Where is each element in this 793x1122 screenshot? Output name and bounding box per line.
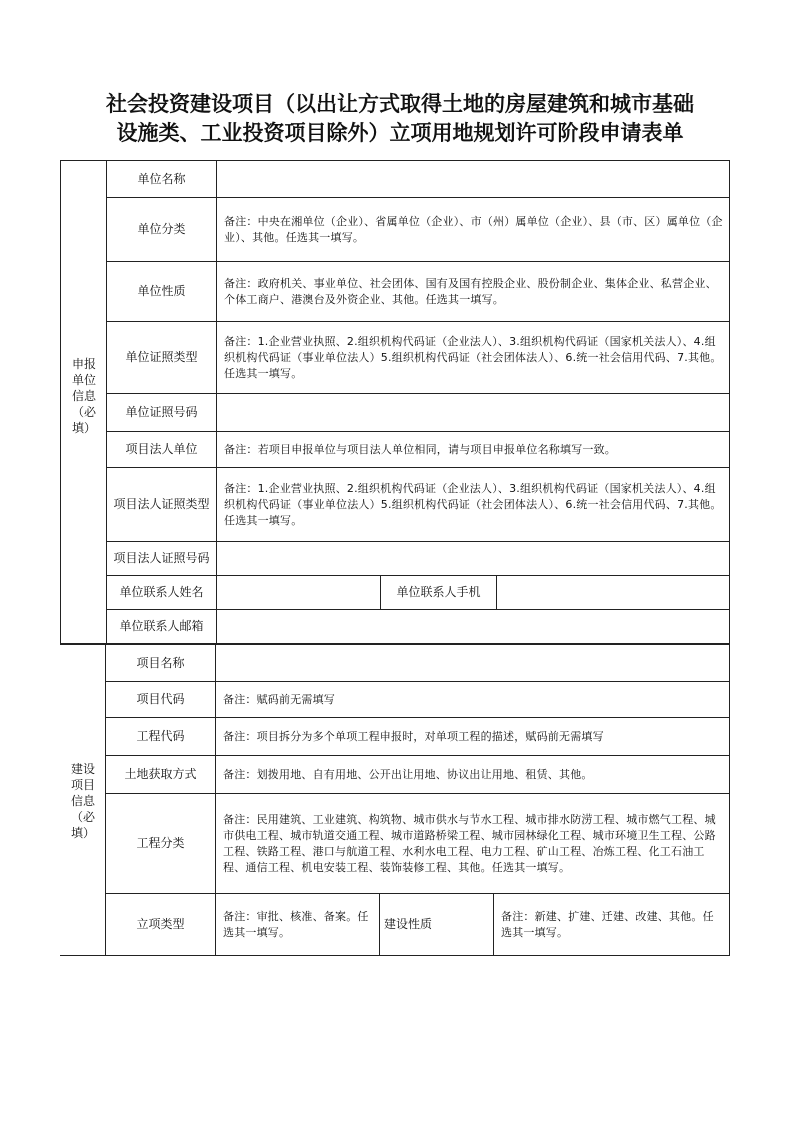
legal-cert-type-field[interactable]: [216, 467, 730, 541]
legal-cert-number-field[interactable]: [216, 541, 730, 575]
unit-category-label: 单位分类: [106, 197, 216, 261]
contact-name-label: 单位联系人姓名: [106, 575, 216, 609]
approval-type-field[interactable]: [215, 893, 379, 955]
engineering-code-field[interactable]: [215, 717, 729, 755]
cert-type-field[interactable]: [216, 321, 730, 393]
cert-number-label: 单位证照号码: [106, 393, 216, 431]
project-code-label: 项目代码: [105, 681, 215, 717]
unit-category-field[interactable]: [216, 197, 730, 261]
contact-name-field[interactable]: [216, 575, 380, 609]
legal-unit-field[interactable]: [216, 431, 730, 467]
contact-email-field[interactable]: [216, 609, 730, 643]
engineering-code-note: 备注：项目拆分为多个单项工程申报时，对单项工程的描述，赋码前无需填写: [223, 729, 604, 743]
unit-category-note: 备注：中央在湘单位（企业）、省属单位（企业）、市（州）属单位（企业）、县（市、区）属单位（企业）、其他。任选其一填写。: [224, 214, 723, 244]
approval-type-label: 立项类型: [105, 893, 215, 955]
legal-unit-label: 项目法人单位: [106, 431, 216, 467]
contact-phone-field[interactable]: [496, 575, 730, 609]
unit-nature-label: 单位性质: [106, 261, 216, 321]
applicant-info-section: [60, 160, 730, 644]
legal-cert-type-label: 项目法人证照类型: [106, 467, 216, 541]
project-name-field[interactable]: [215, 645, 729, 681]
cert-number-field[interactable]: [216, 393, 730, 431]
cert-type-note: 备注：1.企业营业执照、2.组织机构代码证（企业法人）、3.组织机构代码证（国家机关法人）、4.组织机构代码证（事业单位法人）5.组织机构代码证（社会团体法人）、6.统一社会信用代码、7.其他。任选其一填写。: [224, 334, 722, 380]
form-title-line-1: 社会投资建设项目（以出让方式取得土地的房屋建筑和城市基础: [106, 92, 694, 116]
approval-type-note: 备注：审批、核准、备案。任选其一填写。: [223, 909, 369, 939]
legal-cert-type-note: 备注：1.企业营业执照、2.组织机构代码证（企业法人）、3.组织机构代码证（国家机关法人）、4.组织机构代码证（事业单位法人）5.组织机构代码证（社会团体法人）、6.统一社会信用代码、7.其他。任选其一填写。: [224, 481, 722, 527]
applicant-info-side-label: 申报单位信息（必填）: [71, 357, 96, 435]
project-code-field[interactable]: [215, 681, 729, 717]
land-method-field[interactable]: [215, 755, 729, 793]
legal-cert-number-label: 项目法人证照号码: [106, 541, 216, 575]
project-info-section: [60, 644, 730, 956]
cert-type-label: 单位证照类型: [106, 321, 216, 393]
construction-nature-note: 备注：新建、扩建、迁建、改建、其他。任选其一填写。: [501, 909, 714, 939]
engineering-category-label: 工程分类: [105, 793, 215, 893]
project-code-note: 备注：赋码前无需填写: [223, 692, 335, 706]
land-method-note: 备注：划拨用地、自有用地、公开出让用地、协议出让用地、租赁、其他。: [223, 767, 593, 781]
contact-email-label: 单位联系人邮箱: [106, 609, 216, 643]
unit-nature-note: 备注：政府机关、事业单位、社会团体、国有及国有控股企业、股份制企业、集体企业、私营企业、个体工商户、港澳台及外资企业、其他。任选其一填写。: [224, 276, 717, 306]
engineering-category-field[interactable]: [215, 793, 729, 893]
construction-nature-field[interactable]: [493, 893, 729, 955]
construction-nature-label: 建设性质: [379, 893, 493, 955]
engineering-code-label: 工程代码: [105, 717, 215, 755]
legal-unit-note: 备注：若项目申报单位与项目法人单位相同，请与项目申报单位名称填写一致。: [224, 442, 616, 456]
engineering-category-note: 备注：民用建筑、工业建筑、构筑物、城市供水与节水工程、城市排水防涝工程、城市燃气工程、城市供电工程、城市轨道交通工程、城市道路桥梁工程、城市园林绿化工程、城市环境卫生工程、公路工程、铁路工程、港口与航道工程、水利水电工程、电力工程、矿山工程、冶炼工程、化工石油工程、通信工程、机电安装工程、装饰装修工程、其他。任选其一填写。: [223, 812, 716, 874]
contact-phone-label: 单位联系人手机: [380, 575, 496, 609]
unit-name-label: 单位名称: [106, 161, 216, 197]
land-method-label: 土地获取方式: [105, 755, 215, 793]
project-name-label: 项目名称: [105, 645, 215, 681]
unit-nature-field[interactable]: [216, 261, 730, 321]
form-title-line-2: 设施类、工业投资项目除外）立项用地规划许可阶段申请表单: [116, 121, 684, 145]
unit-name-field[interactable]: [216, 161, 730, 197]
project-info-side-label: 建设项目信息（必填）: [70, 762, 95, 840]
